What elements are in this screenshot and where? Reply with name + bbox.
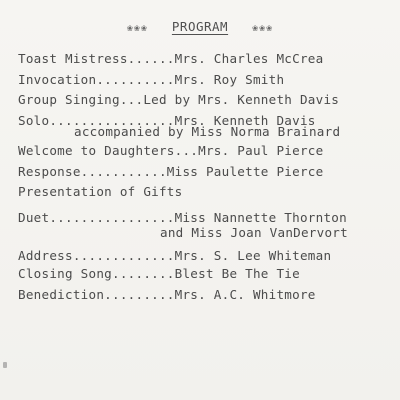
ornament-left-icon: ❀❀❀	[126, 23, 148, 34]
program-item-solo: Solo................Mrs. Kenneth Davis	[18, 113, 316, 128]
program-item-response: Response...........Miss Paulette Pierce	[18, 164, 324, 179]
ornament-right-icon: ❀❀❀	[252, 23, 274, 34]
paper-mark	[3, 362, 7, 368]
program-item-invocation: Invocation..........Mrs. Roy Smith	[18, 72, 285, 87]
program-item-address: Address.............Mrs. S. Lee Whiteman	[18, 248, 332, 263]
program-item-group-singing: Group Singing...Led by Mrs. Kenneth Davis	[18, 92, 340, 107]
program-item-benediction: Benediction.........Mrs. A.C. Whitmore	[18, 287, 316, 302]
program-item-welcome: Welcome to Daughters...Mrs. Paul Pierce	[18, 143, 324, 158]
program-title: PROGRAM	[171, 19, 229, 34]
program-item-gifts: Presentation of Gifts	[18, 184, 183, 199]
program-item-closing-song: Closing Song........Blest Be The Tie	[18, 266, 300, 281]
program-item-duet-second: and Miss Joan VanDervort	[160, 225, 348, 240]
program-item-solo-accompanied: accompanied by Miss Norma Brainard	[74, 124, 341, 139]
program-header	[0, 19, 400, 34]
program-item-toast-mistress: Toast Mistress......Mrs. Charles McCrea	[18, 51, 324, 66]
program-item-duet: Duet................Miss Nannette Thornton	[18, 210, 347, 225]
